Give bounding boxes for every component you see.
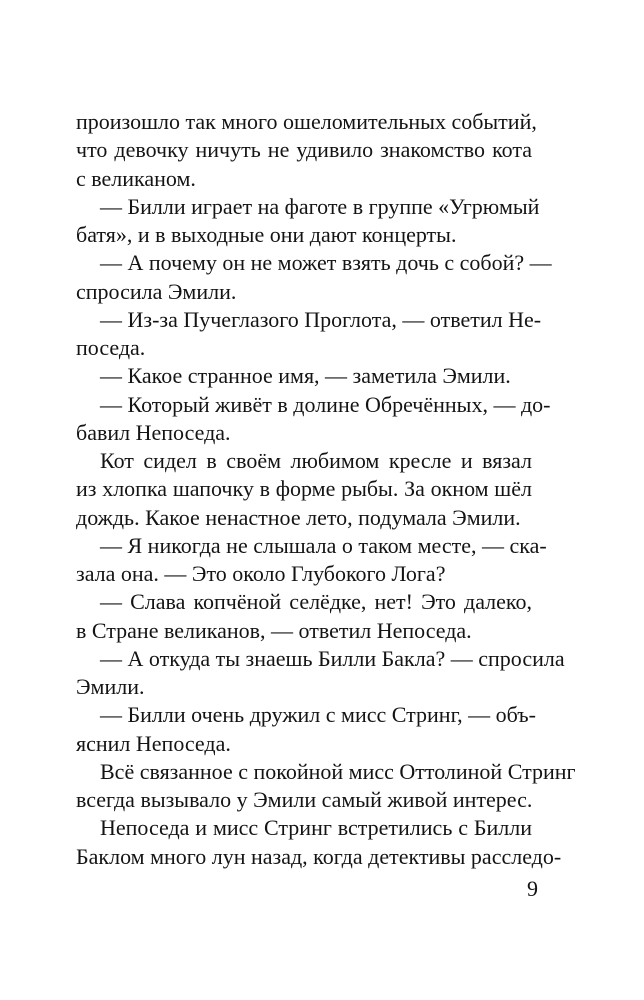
text-line: яснил Непоседа. <box>76 730 231 756</box>
text-line: Кот сидел в своём любимом кресле и вязал <box>100 448 532 473</box>
text-line: — Билли очень дружил с мисс Стринг, — объ- <box>100 702 536 728</box>
text-line: — А откуда ты знаешь Билли Бакла? — спросила <box>100 645 565 671</box>
text-line: в Стране великанов, — ответил Непоседа. <box>76 617 472 643</box>
text-line: дождь. Какое ненастное лето, подумала Эмили. <box>76 504 521 530</box>
text-line: поседа. <box>76 335 146 360</box>
text-line: — Слава копчёной селёдке, нет! Это далеко, <box>100 589 532 615</box>
text-line: с великаном. <box>76 165 196 191</box>
text-line: — Я никогда не слышала о таком месте, — ска- <box>100 532 547 558</box>
text-line: произошло так много ошеломительных событий, <box>76 109 537 134</box>
text-line: Всё связанное с покойной мисс Оттолиной Стринг <box>100 758 576 784</box>
page-number: 9 <box>527 876 538 901</box>
text-line: что девочку ничуть не удивило знакомство кота <box>76 137 532 163</box>
text-line: — Билли играет на фаготе в группе «Угрюмый <box>100 193 540 219</box>
text-line: зала она. — Это около Глубокого Лога? <box>76 561 446 586</box>
body-text <box>76 108 576 871</box>
text-line: — Из-за Пучеглазого Проглота, — ответил Не- <box>100 306 542 332</box>
text-line: спросила Эмили. <box>76 278 237 304</box>
text-line: из хлопка шапочку в форме рыбы. За окном шёл <box>76 476 532 502</box>
text-line: — Который живёт в долине Обречённых, — до- <box>100 391 551 417</box>
text-line: — Какое странное имя, — заметила Эмили. <box>100 363 511 389</box>
text-line: Баклом много лун назад, когда детективы расследо- <box>76 843 562 869</box>
text-line: Непоседа и мисс Стринг встретились с Билли <box>100 815 532 841</box>
text-line: батя», и в выходные они дают концерты. <box>76 222 457 247</box>
text-line: бавил Непоседа. <box>76 419 231 445</box>
text-line: Эмили. <box>76 674 145 699</box>
text-line: всегда вызывало у Эмили самый живой интерес. <box>76 787 533 812</box>
text-line: — А почему он не может взять дочь с собой? — <box>100 250 552 276</box>
